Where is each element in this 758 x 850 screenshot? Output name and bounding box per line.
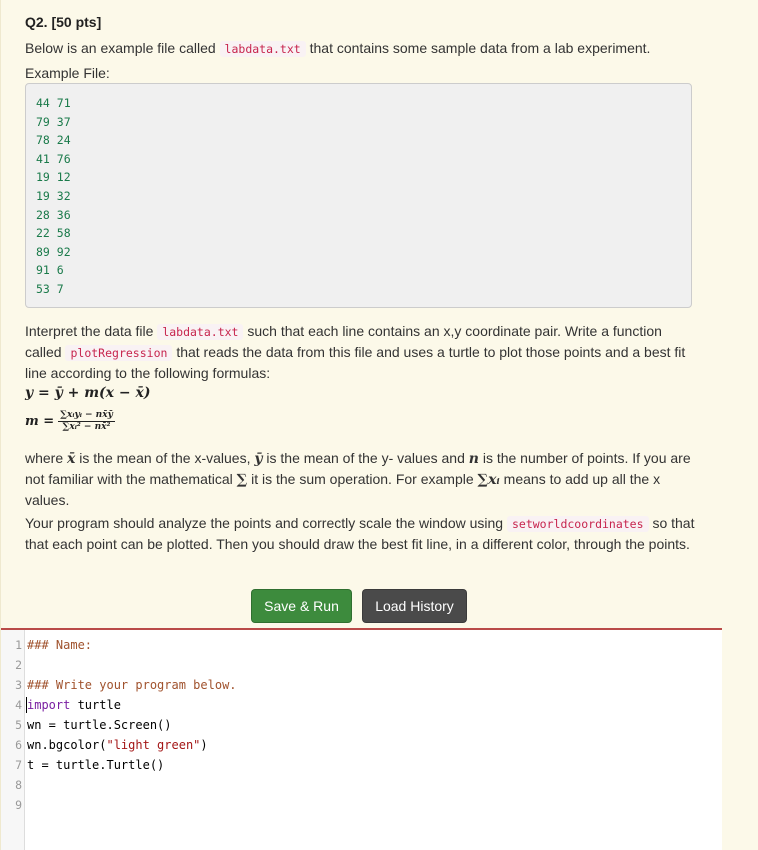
- explanation-text-3: is the number of points. If you are not familiar with the mathematical: [25, 450, 691, 487]
- slope-formula: [25, 410, 115, 433]
- code-line[interactable]: [1, 795, 722, 815]
- code-string: "light green": [106, 738, 201, 752]
- code-text: wn = turtle.Screen(): [27, 718, 172, 732]
- code-line[interactable]: [1, 735, 722, 755]
- code-rest: turtle: [70, 698, 121, 712]
- interpret-text-3: that reads the data from this file and uses a turtle to plot those points and a best fit line according to the following formulas:: [25, 344, 686, 381]
- intro-text-before: Below is an example file called: [25, 40, 216, 56]
- load-history-button[interactable]: Load History: [362, 589, 467, 623]
- data-line: 79 37: [36, 114, 71, 129]
- data-line: 53 7: [36, 281, 64, 296]
- line-number: 5: [15, 718, 22, 732]
- editor-toolbar: [251, 589, 467, 623]
- data-line: 28 36: [36, 207, 71, 222]
- slope-fraction: [58, 410, 115, 433]
- data-line: 41 76: [36, 151, 71, 166]
- filename-code: labdata.txt: [157, 324, 243, 340]
- explanation-text-5: means to add up all the x values.: [25, 471, 661, 508]
- code-line[interactable]: [1, 775, 722, 795]
- interpret-text-1: Interpret the data file: [25, 323, 154, 339]
- function-name-code: setworldcoordinates: [507, 516, 649, 532]
- xbar-symbol: x̄: [67, 451, 76, 467]
- line-number: 7: [15, 758, 22, 772]
- ybar-symbol: ȳ: [254, 451, 263, 467]
- code-text: [27, 735, 208, 755]
- line-number: 9: [15, 798, 22, 812]
- line-number: 1: [15, 638, 22, 652]
- data-line: 44 71: [36, 96, 71, 110]
- example-file-box: [25, 83, 692, 308]
- analysis-text-1: Your program should analyze the points and correctly scale the window using: [25, 515, 504, 531]
- code-line[interactable]: [1, 755, 722, 775]
- explanation-text-4: it is the sum operation. For example: [251, 471, 474, 487]
- sum-xi-symbol: ∑xᵢ: [477, 472, 500, 488]
- data-line: 78 24: [36, 133, 71, 148]
- line-number: 4: [15, 698, 22, 712]
- code-line[interactable]: [1, 635, 722, 655]
- explanation-text-1: is the mean of the x-values,: [79, 450, 251, 466]
- data-line: 22 58: [36, 226, 71, 241]
- code-pre: wn.bgcolor(: [27, 738, 107, 752]
- data-line: 19 12: [36, 170, 71, 185]
- analysis-text-2: so that that each point can be plotted. Then you should draw the best fit line, in a different color, through the points.: [25, 515, 695, 552]
- slope-formula-lhs: m =: [25, 414, 55, 429]
- code-line[interactable]: [1, 655, 722, 675]
- code-comment: ### Write your program below.: [27, 678, 237, 692]
- explanation-text-2: is the mean of the y- values and: [266, 450, 465, 466]
- line-number: 2: [15, 658, 22, 672]
- regression-line-formula: y = ȳ + m(x − x̄): [25, 385, 151, 401]
- code-line[interactable]: [1, 675, 722, 695]
- explanation-paragraph: [25, 448, 695, 510]
- code-line[interactable]: [1, 695, 722, 715]
- filename-code: labdata.txt: [220, 41, 306, 57]
- code-line[interactable]: [1, 715, 722, 735]
- example-label: Example File:: [25, 65, 110, 81]
- sigma-symbol: ∑: [236, 472, 248, 488]
- data-line: 91 6: [36, 263, 64, 278]
- line-number: 8: [15, 778, 22, 792]
- data-line: 89 92: [36, 244, 71, 259]
- line-number: 6: [15, 738, 22, 752]
- save-run-button[interactable]: Save & Run: [251, 589, 352, 623]
- explanation-where: where: [25, 450, 64, 466]
- analysis-paragraph: [25, 513, 695, 554]
- intro-paragraph: [25, 38, 695, 59]
- intro-text-after: that contains some sample data from a lab experiment.: [309, 40, 651, 56]
- text-cursor: [26, 697, 27, 713]
- slope-denominator: ∑xᵢ² − nx̄²: [62, 422, 111, 432]
- code-keyword: import: [27, 698, 71, 712]
- code-editor[interactable]: [1, 628, 722, 850]
- code-text: [27, 695, 121, 715]
- code-post: ): [200, 738, 208, 752]
- interpret-paragraph: [25, 321, 695, 383]
- interpret-text-2: such that each line contains an x,y coordinate pair. Write a function called: [25, 323, 662, 360]
- line-number: 3: [15, 678, 22, 692]
- code-comment: ### Name:: [27, 638, 93, 652]
- code-text: t = turtle.Turtle(): [27, 758, 165, 772]
- n-symbol: n: [468, 451, 479, 467]
- slope-numerator: ∑xᵢyᵢ − nx̄ȳ: [60, 410, 113, 420]
- function-name-code: plotRegression: [65, 345, 172, 361]
- data-line: 19 32: [36, 188, 71, 203]
- question-title: Q2. [50 pts]: [25, 14, 102, 30]
